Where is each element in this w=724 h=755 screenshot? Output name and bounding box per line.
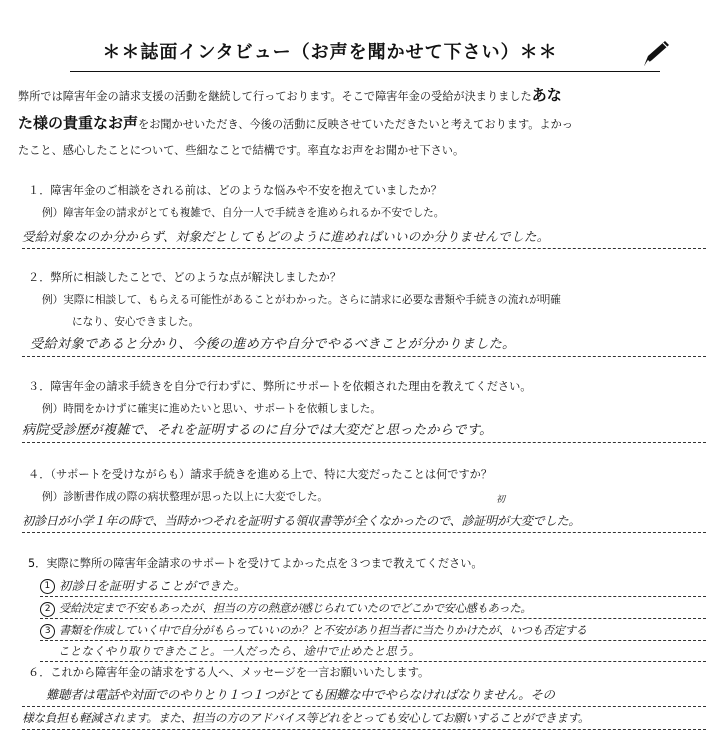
question-3: ３．障害年金の請求手続きを自分で行わずに、弊所にサポートを依頼された理由を教えてください。	[28, 380, 532, 393]
number-3: 3	[40, 624, 55, 639]
page-title: ＊＊誌面インタビュー（お声を聞かせて下さい）＊＊	[102, 42, 558, 63]
number-2: 2	[40, 602, 55, 617]
intro-line-2: をお聞かせいただき、今後の活動に反映させていただきたいと考えております。よかっ	[138, 118, 573, 131]
answer-5-2-text: 受給決定まで不安もあったが、担当の方の熱意が感じられていたのでどこかで安心感もあった。	[59, 601, 532, 615]
question-1: １．障害年金のご相談をされる前は、どのような悩みや不安を抱えていましたか？	[28, 184, 442, 197]
answer-3[interactable]: 病院受診歴が複雑で、それを証明するのに自分では大変だと思ったからです。	[22, 423, 493, 438]
example-1: 例）障害年金の請求がとても複雑で、自分一人で手続きを進められるか不安でした。	[42, 207, 445, 219]
answer-line	[22, 442, 706, 443]
answer-1[interactable]: 受給対象なのか分からず、対象だとしてもどのように進めればいいのか分りませんでした。	[22, 229, 550, 244]
answer-line	[22, 532, 706, 533]
answer-5-3-text: 書類を作成していく中で自分がもらっていいのか？と不安があり担当者に当たりかけたが、いつも否定する	[59, 623, 587, 637]
answer-5-2[interactable]	[40, 597, 531, 619]
answer-6b[interactable]: 様な負担も軽減されます。また、担当の方のアドバイス等どれをとっても安心してお願いすることができます。	[22, 711, 590, 725]
pen-icon	[638, 38, 672, 70]
question-4: ４．（サポートを受けながらも）請求手続きを進める上で、特に大変だったことは何ですか？	[28, 468, 493, 481]
question-5: 5．実際に弊所の障害年金請求のサポートを受けてよかった点を３つまで教えてください。	[28, 557, 483, 570]
number-1: 1	[40, 579, 55, 594]
answer-line	[22, 356, 706, 357]
answer-5-1-text: 初診日を証明することができた。	[59, 579, 247, 593]
correction-note: 初	[496, 495, 506, 505]
title-area	[60, 38, 672, 72]
example-2a: 例）実際に相談して、もらえる可能性があることがわかった。さらに請求に必要な書類や手続きの流れが明確	[42, 294, 561, 306]
title-underline	[70, 71, 660, 72]
answer-line	[22, 729, 706, 730]
example-4: 例）診断書作成の際の病状整理が思った以上に大変でした。	[42, 491, 329, 503]
question-2: ２．弊所に相談したことで、どのような点が解決しましたか？	[28, 271, 342, 284]
intro-line-3: たこと、感心したことについて、些細なことで結構です。率直なお声をお聞かせ下さい。	[18, 144, 465, 157]
answer-6a[interactable]: 難聴者は電話や対面でのやりとり１つ１つがとても困難な中でやらなければなりません。その	[46, 687, 555, 702]
question-6: ６．これから障害年金の請求をする人へ、メッセージを一言お願いいたします。	[28, 666, 430, 679]
answer-5-3-cont[interactable]: ことなくやり取りできたこと。一人だったら、途中で止めたと思う。	[58, 644, 421, 658]
intro-emphasis-1: あな	[531, 86, 562, 104]
intro-line-1: 弊所では障害年金の請求支援の活動を継続して行っております。そこで障害年金の受給が決まりました	[18, 90, 532, 103]
intro-emphasis-2: た様の貴重なお声	[18, 114, 139, 132]
answer-5-3[interactable]	[40, 619, 587, 641]
example-3: 例）時間をかけずに確実に進めたいと思い、サポートを依頼しました。	[42, 403, 381, 415]
answer-4[interactable]: 初診日が小学１年の時で、当時かつそれを証明する領収書等が全くなかったので、診証明が大変でした。	[22, 514, 581, 528]
answer-line	[22, 248, 706, 249]
intro-text	[18, 82, 708, 164]
example-2b: になり、安心できました。	[72, 316, 200, 328]
answer-2[interactable]: 受給対象であると分かり、今後の進め方や自分でやるべきことが分かりました。	[30, 337, 516, 352]
answer-5-1[interactable]	[40, 575, 246, 597]
